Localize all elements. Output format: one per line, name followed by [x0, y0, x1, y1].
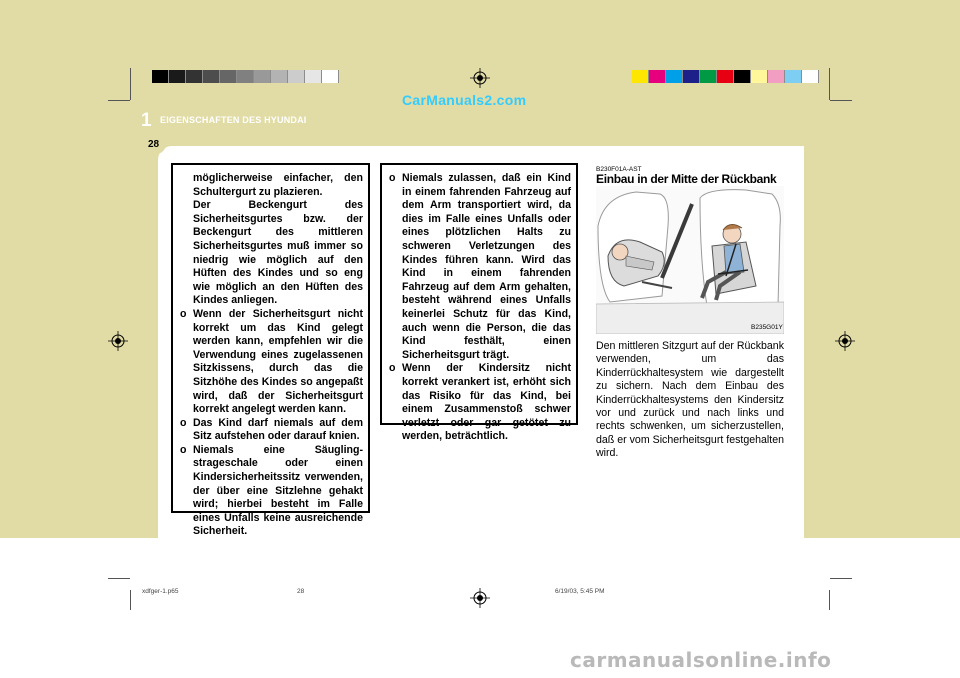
child-seat-illustration: [596, 186, 784, 334]
list-item: o Wenn der Kindersitz nicht korrekt verankert ist, erhöht sich das Risiko für das Kind, bei einem Zusammenstoß schwer verletzt oder gar getötet zu werden, beträchtlich.: [389, 362, 571, 443]
chapter-number: 1: [141, 110, 152, 131]
paragraph: möglicherweise einfacher, den Schultergurt zu plazieren.: [193, 172, 363, 198]
color-swatch: [666, 70, 683, 83]
warning-box-middle: [380, 163, 578, 443]
color-swatch: [785, 70, 802, 83]
section-heading: Einbau in der Mitte der Rückbank: [596, 172, 777, 186]
color-swatch: [152, 70, 169, 83]
color-swatch: [288, 70, 305, 83]
list-item: o Niemals eine Säugling-strageschale oder einen Kindersicherheitssitz verwenden, der über eine Sitzlehne gehakt wird; hierbei besteht im Falle eines Unfalls keine ausreichende Sicherheit.: [180, 443, 363, 538]
color-swatch: [237, 70, 254, 83]
grey-calibration-bar: [152, 70, 339, 83]
color-swatch: [305, 70, 322, 83]
color-calibration-bar: [632, 70, 819, 83]
color-swatch: [271, 70, 288, 83]
footer-file: xdfger-1.p65: [142, 588, 179, 595]
registration-mark-icon: [470, 588, 490, 608]
registration-mark-icon: [835, 331, 855, 351]
bullet-marker: o: [180, 443, 187, 456]
list-item: o Das Kind darf niemals auf dem Sitz aufstehen oder darauf knien.: [180, 416, 363, 443]
registration-mark-icon: [108, 331, 128, 351]
bullet-marker: o: [389, 362, 396, 375]
color-swatch: [322, 70, 339, 83]
section-code: B230F01A-AST: [596, 166, 642, 173]
bullet-marker: o: [180, 416, 187, 429]
bullet-marker: o: [389, 172, 396, 184]
color-swatch: [186, 70, 203, 83]
footer-date: 6/19/03, 5:45 PM: [555, 588, 605, 595]
color-swatch: [683, 70, 700, 83]
color-swatch: [700, 70, 717, 83]
crop-mark: [829, 68, 830, 100]
warning-box-left: [171, 163, 370, 538]
footer-page: 28: [297, 588, 305, 595]
crop-mark: [130, 590, 131, 610]
page-number: 28: [148, 139, 160, 150]
crop-mark: [130, 68, 131, 100]
crop-mark: [830, 578, 852, 579]
list-item: o Niemals zulassen, daß ein Kind in einem fahrenden Fahrzeug auf dem Arm transportiert wird, da dies im Falle eines Unfalls oder eines plötzlichen Halts zu schweren Verletzungen des Kindes führen kann. Wird das Kind in einem fahrenden Fahrzeug auf dem Arm gehalten, besteht während eines Unfalls keinerlei Schutz für das Kind, auch wenn die Person, die das Kind festhält, einen Sicherheitsgurt trägt.: [389, 172, 571, 361]
color-swatch: [649, 70, 666, 83]
color-swatch: [220, 70, 237, 83]
section-body: Den mittleren Sitzgurt auf der Rückbank verwenden, um das Kinderrückhaltesystem wie dargestellt zu sichern. Nach dem Einbau des Kinderrückhaltesystems den Kindersitz vor und zurück und nach links und rechts schwenken, um sicherzustellen, daß er vom Sicherheitsgurt festgehalten wird.: [596, 340, 784, 460]
crop-mark: [829, 590, 830, 610]
chapter-title: EIGENSCHAFTEN DES HYUNDAI: [160, 115, 307, 125]
figure-code: B235G01Y: [751, 324, 783, 331]
color-swatch: [734, 70, 751, 83]
color-swatch: [203, 70, 220, 83]
list-item: o Wenn der Sicherheitsgurt nicht korrekt um das Kind gelegt werden kann, empfehlen wir die Verwendung eines zugelassenen Sitzkissens, durch das die Sitzhöhe des Kindes so angepaßt wird, daß der Sicherheitsgurt korrekt angelegt werden kann.: [180, 307, 363, 416]
color-swatch: [632, 70, 649, 83]
color-swatch: [254, 70, 271, 83]
bullet-marker: o: [180, 307, 187, 320]
watermark-top[interactable]: CarManuals2.com: [402, 92, 527, 108]
car-seat-icon: [596, 186, 784, 334]
watermark-bottom[interactable]: carmanualsonline.info: [570, 648, 832, 672]
color-swatch: [802, 70, 819, 83]
registration-mark-icon: [470, 68, 490, 88]
crop-mark: [830, 100, 852, 101]
color-swatch: [751, 70, 768, 83]
crop-mark: [108, 100, 130, 101]
color-swatch: [717, 70, 734, 83]
paragraph: Der Beckengurt des Sicherheitsgurtes bzw. der Beckengurt des mittleren Sicherheitsgurtes muß immer so niedrig wie möglich auf den Hüften des Kindes und so eng wie möglich an den Hüften des Kindes anliegen.: [193, 199, 363, 307]
color-swatch: [169, 70, 186, 83]
color-swatch: [768, 70, 785, 83]
crop-mark: [108, 578, 130, 579]
